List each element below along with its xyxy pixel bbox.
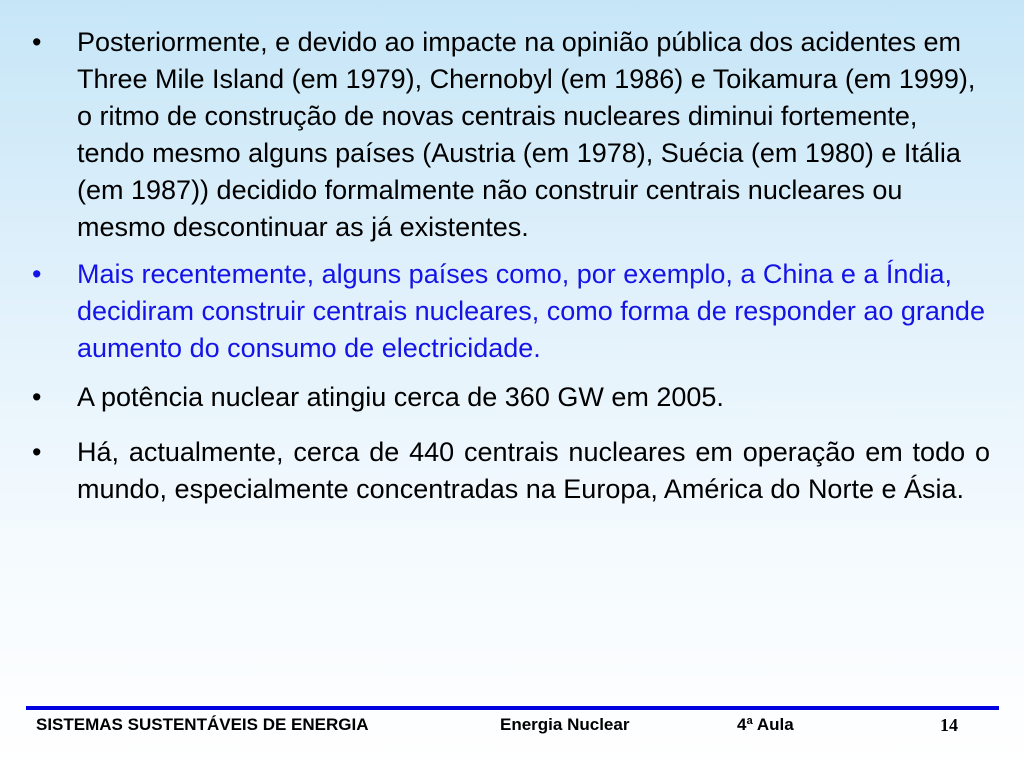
bullet-marker: •	[32, 27, 42, 57]
bullet-item-nuclear-power	[30, 379, 990, 416]
bullet-item-recent-construction	[30, 256, 990, 367]
slide-body	[30, 24, 990, 524]
bullet-marker: •	[32, 437, 42, 467]
bullet-marker: •	[32, 259, 42, 289]
bullet-item-history	[30, 24, 990, 246]
footer-page-number: 14	[940, 715, 958, 735]
bullet-text-recent-construction: Mais recentemente, alguns países como, por exemplo, a China e a Índia, decidiram construir centrais nucleares, como forma de responder ao grande aumento do consumo de electricidade.	[77, 259, 985, 363]
bullet-marker: •	[32, 382, 42, 412]
bullet-text-plant-count: Há, actualmente, cerca de 440 centrais nucleares em operação em todo o mundo, especialmente concentradas na Europa, América do Norte e Ásia.	[77, 437, 990, 504]
footer-divider	[26, 706, 999, 710]
footer-course-title: SISTEMAS SUSTENTÁVEIS DE ENERGIA	[36, 715, 369, 734]
bullet-item-plant-count	[30, 434, 990, 508]
slide-footer	[0, 715, 1024, 741]
bullet-text-history: Posteriormente, e devido ao impacte na opinião pública dos acidentes em Three Mile Island (em 1979), Chernobyl (em 1986) e Toikamura (em 1999), o ritmo de construção de novas centrais nucleares diminui fortemente, tendo mesmo alguns países (Austria (em 1978), Suécia (em 1980) e Itália (em 1987)) decidido formalmente não construir centrais nucleares ou mesmo descontinuar as já existentes.	[77, 27, 976, 242]
bullet-text-nuclear-power: A potência nuclear atingiu cerca de 360 GW em 2005.	[77, 382, 724, 412]
footer-topic: Energia Nuclear	[500, 715, 630, 734]
footer-lecture: 4ª Aula	[737, 715, 794, 734]
